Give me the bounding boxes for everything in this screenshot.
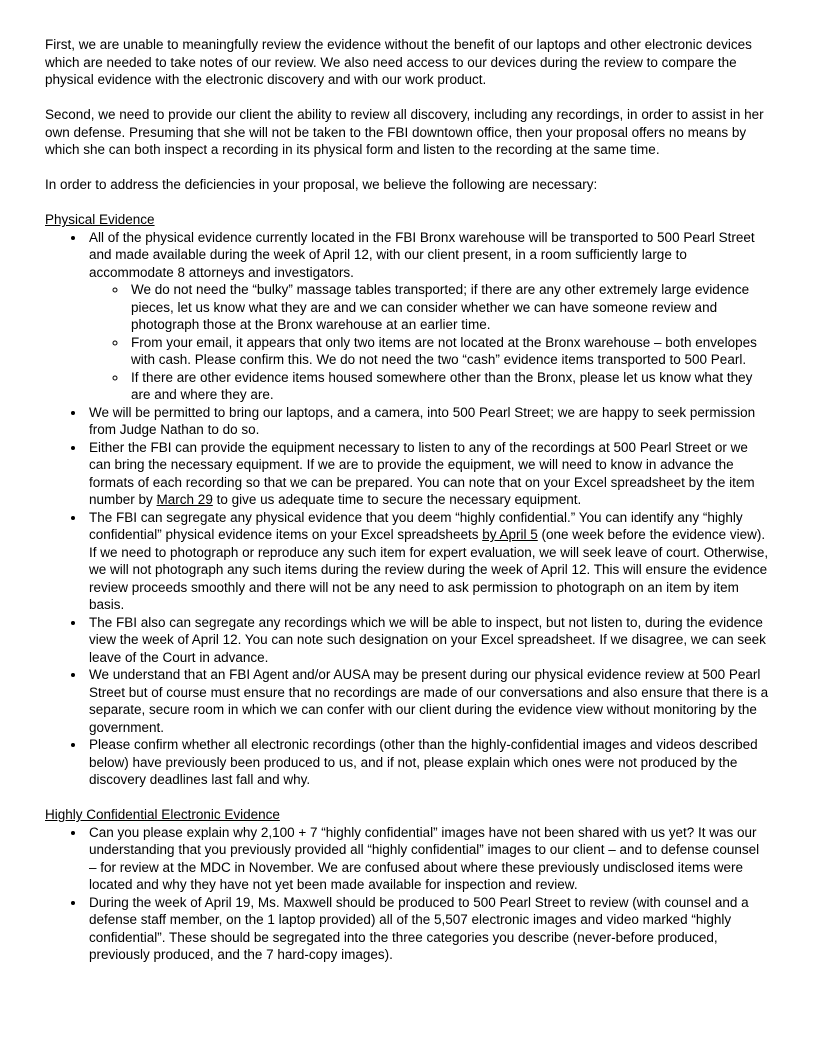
bullet-item: • We will be permitted to bring our laptops, and a camera, into 500 Pearl Street; we are happy to seek permission from Judge Nathan to do so.: [86, 404, 770, 439]
sub-bullet-list: [89, 281, 770, 404]
bullet-text: All of the physical evidence currently located in the FBI Bronx warehouse will be transported to 500 Pearl Street and made available during the week of April 12, with our client present, in a room sufficiently large to accommodate 8 attorneys and investigators.: [89, 229, 755, 280]
bullet-text: Either the FBI can provide the equipment necessary to listen to any of the recordings at 500 Pearl Street or we can bring the necessary equipment. If we are to provide the equipment, we will need to know in advance the formats of each recording so that we can be prepared. You can note that on your Excel spreadsheet by the item number by: [89, 439, 755, 507]
bullet-text: (one week before the evidence view). If we need to photograph or reproduce any such item for expert evaluation, we will seek leave of court. Otherwise, we will not photograph any such items during the review during the week of April 12. This will ensure the evidence review proceeds smoothly and there will not be any need to ask permission to photograph on an item by item basis.: [89, 527, 769, 612]
bullet-item: [86, 229, 770, 404]
bullet-item: • During the week of April 19, Ms. Maxwell should be produced to 500 Pearl Street to review (with counsel and a defense staff member, on the 1 laptop provided) all of the 5,507 electronic images and video marked “highly confidential”. These should be segregated into the three categories you describe (never-before produced, previously produced, and the 7 hard-copy images).: [86, 894, 770, 964]
highly-confidential-list: [45, 824, 770, 964]
section-heading-physical-evidence: Physical Evidence: [45, 212, 155, 227]
underlined-deadline-march-29: March 29: [156, 492, 213, 507]
physical-evidence-list: [45, 229, 770, 789]
sub-bullet-item: ◦ We do not need the “bulky” massage tables transported; if there are any other extremely large evidence pieces, let us know what they are and we can consider whether we can have someone review and photograph those at the Bronx warehouse at an earlier time.: [128, 281, 770, 334]
bullet-item: • The FBI also can segregate any recordings which we will be able to inspect, but not listen to, during the evidence view the week of April 12. You can note such designation on your Excel spreadsheet. If we disagree, we can seek leave of the Court in advance.: [86, 614, 770, 667]
bullet-item: [86, 509, 770, 614]
bullet-text: to give us adequate time to secure the necessary equipment.: [212, 492, 582, 507]
section-heading-highly-confidential: Highly Confidential Electronic Evidence: [45, 807, 280, 822]
bullet-item: • Please confirm whether all electronic recordings (other than the highly-confidential images and videos described below) have previously been produced to us, and if not, please explain which ones were not produced by the discovery deadlines last fall and why.: [86, 736, 770, 789]
paragraph-first: First, we are unable to meaningfully review the evidence without the benefit of our laptops and other electronic devices which are needed to take notes of our review. We also need access to our devices during the review to compare the physical evidence with the electronic discovery and with our work product.: [45, 37, 752, 87]
bullet-item: • We understand that an FBI Agent and/or AUSA may be present during our physical evidence review at 500 Pearl Street but of course must ensure that no recordings are made of our conversations and also ensure that there is a separate, secure room in which we can confer with our client during the evidence view without monitoring by the government.: [86, 666, 770, 736]
sub-bullet-item: ◦ If there are other evidence items housed somewhere other than the Bronx, please let us know what they are and where they are.: [128, 369, 770, 404]
paragraph-intro: In order to address the deficiencies in your proposal, we believe the following are necessary:: [45, 177, 598, 192]
sub-bullet-item: ◦ From your email, it appears that only two items are not located at the Bronx warehouse – both envelopes with cash. Please confirm this. We do not need the two “cash” evidence items transported to 500 Pearl.: [128, 334, 770, 369]
paragraph-second: Second, we need to provide our client the ability to review all discovery, including any recordings, in order to assist in her own defense. Presuming that she will not be taken to the FBI downtown office, then your proposal offers no means by which she can both inspect a recording in its physical form and listen to the recording at the same time.: [45, 107, 764, 157]
bullet-text: The FBI can segregate any physical evidence that you deem “highly confidential.” You can identify any “highly confidential” physical evidence items on your Excel spreadsheets: [89, 509, 743, 542]
bullet-item: [86, 439, 770, 509]
bullet-item: • Can you please explain why 2,100 + 7 “highly confidential” images have not been shared with us yet? It was our understanding that you previously provided all “highly confidential” images to our client – and to defense counsel – for review at the MDC in November. We are confused about where these previously undisclosed items were located and why they have not yet been made available for inspection and review.: [86, 824, 770, 894]
underlined-deadline-april-5: by April 5: [482, 527, 538, 542]
